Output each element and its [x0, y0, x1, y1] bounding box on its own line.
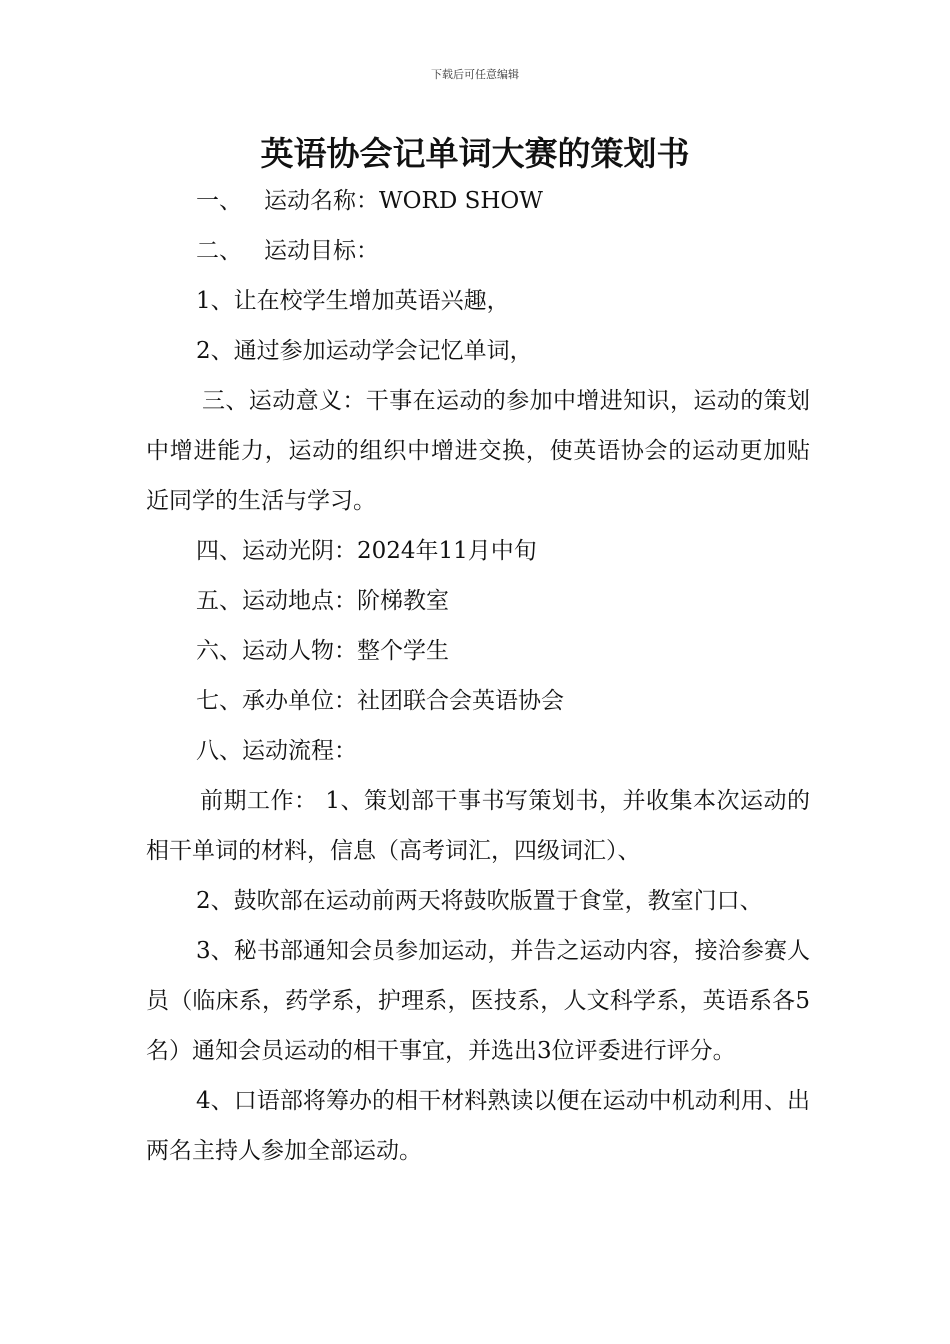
- header-note: 下载后可任意编辑: [431, 68, 519, 81]
- promo-item: 2、鼓吹部在运动前两天将鼓吹版置于食堂，教室门口、: [196, 888, 763, 914]
- section-number: 二、: [196, 238, 242, 264]
- section-number: 一、: [196, 188, 242, 214]
- oral-dept-paragraph: 4、口语部将筹办的相干材料熟读以便在运动中机动利用、出两名主持人参加全部运动。: [146, 1088, 810, 1164]
- section-activity-place: 五、运动地点：阶梯教室: [196, 588, 449, 614]
- document-title: 英语协会记单词大赛的策划书: [260, 134, 690, 173]
- section-activity-time: 四、运动光阴：2024年11月中旬: [196, 538, 537, 564]
- section-text: 运动名称：WORD SHOW: [264, 188, 543, 214]
- secretary-paragraph: 3、秘书部通知会员参加运动，并告之运动内容，接洽参赛人员（临床系，药学系，护理系，医技系，人文科学系，英语系各5名）通知会员运动的相干事宜，并选出3位评委进行评分。: [146, 938, 810, 1064]
- section-activity-meaning: 三、运动意义：干事在运动的参加中增进知识，运动的策划中增进能力，运动的组织中增进交换，使英语协会的运动更加贴近同学的生活与学习。: [146, 388, 810, 514]
- goal-item-1: 1、让在校学生增加英语兴趣，: [196, 288, 510, 314]
- section-activity-flow: 八、运动流程：: [196, 738, 357, 764]
- section-organizer: 七、承办单位：社团联合会英语协会: [196, 688, 564, 714]
- section-activity-name: [146, 176, 810, 226]
- section-text: 运动目标：: [264, 238, 379, 264]
- goal-item-2: 2、通过参加运动学会记忆单词，: [196, 338, 533, 364]
- section-activity-goal: [146, 226, 810, 276]
- prep-work-paragraph: 前期工作： 1、策划部干事书写策划书，并收集本次运动的相干单词的材料，信息（高考词汇，四级词汇）、: [146, 788, 810, 864]
- document-body: [146, 176, 810, 1176]
- section-activity-people: 六、运动人物：整个学生: [196, 638, 449, 664]
